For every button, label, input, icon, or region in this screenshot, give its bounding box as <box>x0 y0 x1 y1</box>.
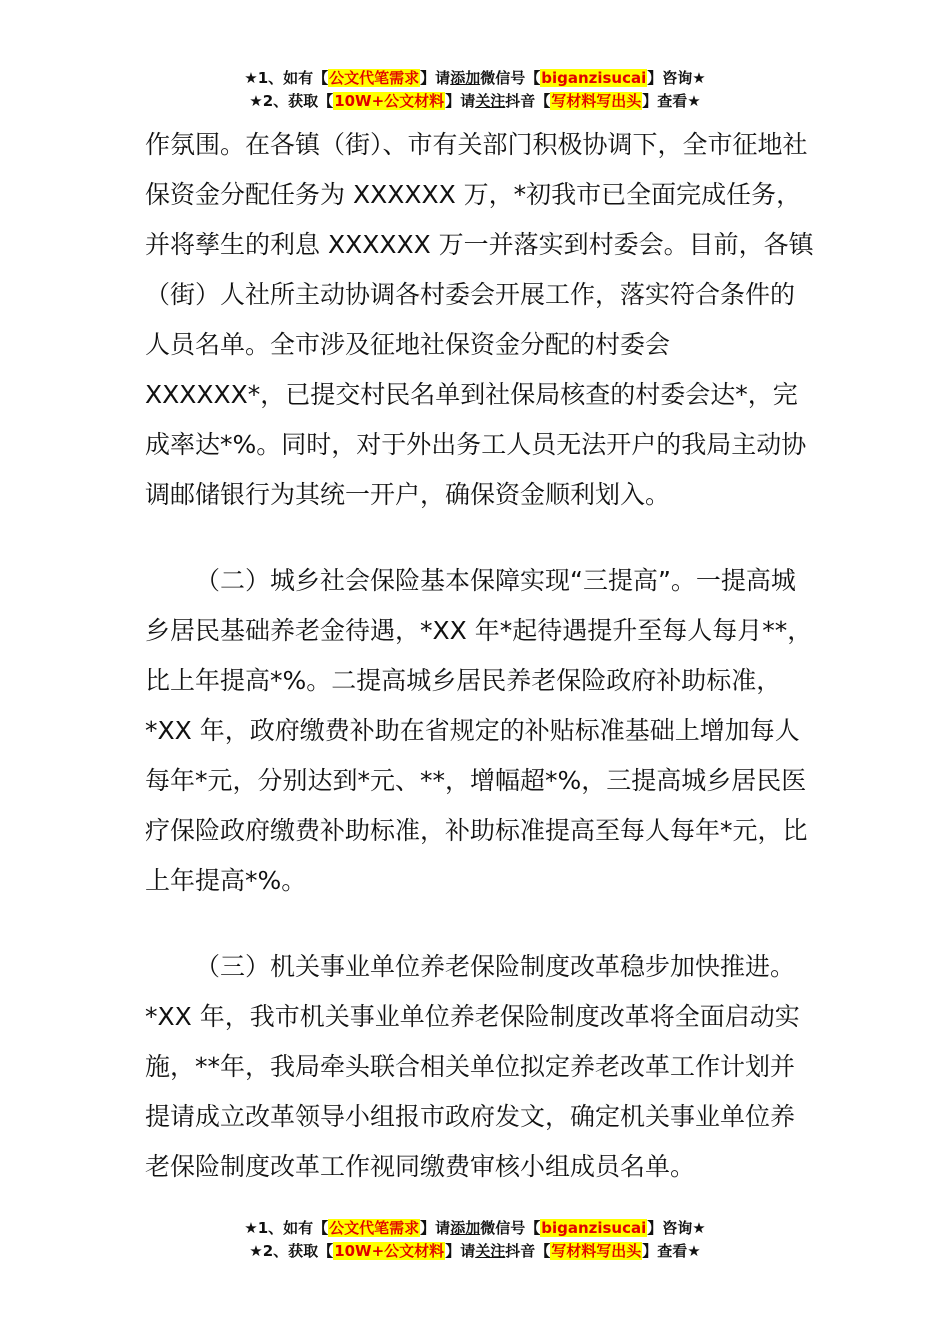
banner-text: ★1、如有【 <box>244 1219 329 1237</box>
paragraph-section-3: （三）机关事业单位养老保险制度改革稳步加快推进。*XX 年，我市机关事业单位养老保险制度改革将全面启动实施，**年，我局牵头联合相关单位拟定养老改革工作计划并提请成立改革领导小组报市政府发文，确定机关事业单位养老保险制度改革工作视同缴费审核小组成员名单。 <box>145 952 800 1181</box>
banner-text: 】请 <box>420 69 451 87</box>
banner-underline: 添加 <box>450 69 481 87</box>
banner-text: 】请 <box>445 1242 476 1260</box>
banner-text: 】咨询★ <box>647 69 706 87</box>
banner-underline: 关注 <box>475 1242 506 1260</box>
banner-highlight: biganzisucai <box>541 1219 647 1237</box>
banner-text: 抖音【 <box>505 1242 551 1260</box>
banner-text: 】查看★ <box>642 92 701 110</box>
banner-highlight: 公文代笔需求 <box>329 69 420 87</box>
banner-underline: 添加 <box>450 1219 481 1237</box>
banner-highlight: 写材料写出头 <box>551 1242 642 1260</box>
banner-line-1 <box>0 67 950 90</box>
banner-text: ★1、如有【 <box>244 69 329 87</box>
header-banner <box>0 67 950 113</box>
banner-text: ★2、获取【 <box>249 1242 334 1260</box>
banner-line-2 <box>0 1240 950 1263</box>
banner-highlight: biganzisucai <box>541 69 647 87</box>
banner-line-2 <box>0 90 950 113</box>
banner-line-1 <box>0 1217 950 1240</box>
document-body <box>145 120 815 1192</box>
banner-text: 抖音【 <box>505 92 551 110</box>
banner-text: 】请 <box>445 92 476 110</box>
paragraph-section-2: （二）城乡社会保险基本保障实现“三提高”。一提高城乡居民基础养老金待遇，*XX 年*起待遇提升至每人每月**，比上年提高*%。二提高城乡居民养老保险政府补助标准，*XX 年，政府缴费补助在省规定的补贴标准基础上增加每人每年*元，分别达到*元、**，增幅超*%，三提高城乡居民医疗保险政府缴费补助标准，补助标准提高至每人每年*元，比上年提高*%。 <box>145 566 813 895</box>
banner-highlight: 公文代笔需求 <box>329 1219 420 1237</box>
banner-text: 微信号【 <box>480 69 541 87</box>
banner-text: ★2、获取【 <box>249 92 334 110</box>
footer-banner <box>0 1217 950 1263</box>
banner-highlight: 10W+公文材料 <box>334 92 445 110</box>
banner-text: 】查看★ <box>642 1242 701 1260</box>
banner-text: 】咨询★ <box>647 1219 706 1237</box>
banner-underline: 关注 <box>475 92 506 110</box>
paragraph-continuation: 作氛围。在各镇（街）、市有关部门积极协调下，全市征地社保资金分配任务为 XXXXXX 万，*初我市已全面完成任务，并将孳生的利息 XXXXXX 万一并落实到村委会。目前，各镇（街）人社所主动协调各村委会开展工作，落实符合条件的人员名单。全市涉及征地社保资金分配的村委会 XXXXXX*，已提交村民名单到社保局核查的村委会达*，完成率达*%。同时，对于外出务工人员无法开户的我局主动协调邮储银行为其统一开户，确保资金顺利划入。 <box>145 130 814 509</box>
banner-text: 】请 <box>420 1219 451 1237</box>
banner-text: 微信号【 <box>480 1219 541 1237</box>
banner-highlight: 写材料写出头 <box>551 92 642 110</box>
banner-highlight: 10W+公文材料 <box>334 1242 445 1260</box>
